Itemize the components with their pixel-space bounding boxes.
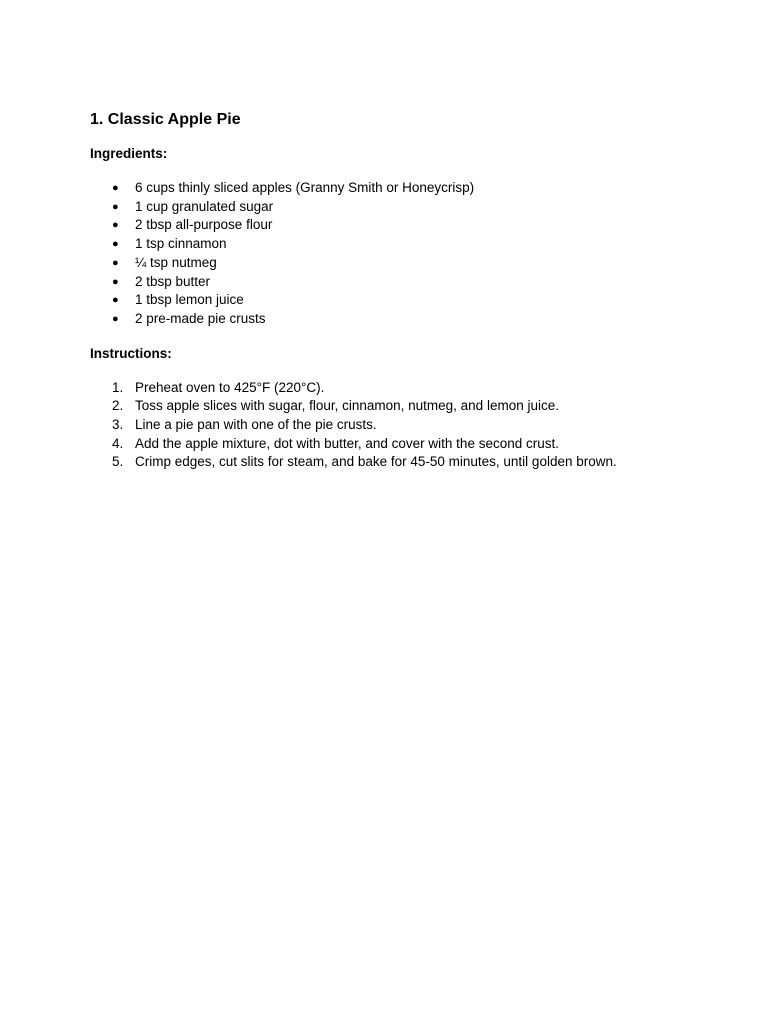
document-page — [90, 108, 730, 472]
step-text: Toss apple slices with sugar, flour, cinnamon, nutmeg, and lemon juice. — [135, 398, 559, 414]
bullet-icon: ● — [112, 294, 119, 307]
step-number: 2. — [112, 398, 124, 414]
ingredient-text: 1 cup granulated sugar — [135, 198, 274, 214]
bullet-icon: ● — [112, 200, 119, 213]
step-text: Crimp edges, cut slits for steam, and bake for 45-50 minutes, until golden brown. — [135, 454, 617, 470]
ingredient-item — [90, 198, 730, 217]
bullet-icon: ● — [112, 182, 119, 194]
bullet-icon: ● — [112, 256, 119, 269]
ingredient-text: 2 tbsp butter — [135, 273, 211, 289]
step-text: Line a pie pan with one of the pie crusts. — [135, 417, 377, 433]
instruction-step — [90, 379, 730, 398]
instruction-step — [90, 453, 730, 472]
ingredient-text: ¼ tsp nutmeg — [135, 254, 217, 270]
recipe-title: 1. Classic Apple Pie — [90, 111, 241, 128]
step-number: 4. — [112, 435, 124, 451]
ingredient-item — [90, 216, 730, 235]
bullet-icon: ● — [112, 219, 119, 232]
instruction-step — [90, 435, 730, 454]
bullet-icon: ● — [112, 238, 119, 251]
ingredient-item — [90, 179, 730, 198]
step-number: 5. — [112, 454, 124, 470]
step-number: 1. — [112, 379, 124, 395]
instruction-step — [90, 416, 730, 435]
ingredient-item — [90, 235, 730, 254]
step-number: 3. — [112, 417, 124, 433]
ingredients-heading: Ingredients: — [90, 146, 168, 161]
ingredient-text: 6 cups thinly sliced apples (Granny Smith or Honeycrisp) — [135, 180, 475, 195]
bullet-icon: ● — [112, 275, 119, 288]
ingredient-item — [90, 254, 730, 273]
ingredient-item — [90, 310, 730, 329]
ingredient-item — [90, 291, 730, 310]
ingredient-text: 2 tbsp all-purpose flour — [135, 217, 273, 233]
ingredient-text: 1 tbsp lemon juice — [135, 292, 244, 308]
ingredient-item — [90, 273, 730, 292]
ingredients-list — [90, 179, 730, 329]
instruction-step — [90, 397, 730, 416]
ingredient-text: 2 pre-made pie crusts — [135, 310, 266, 326]
instructions-heading: Instructions: — [90, 345, 172, 361]
bullet-icon: ● — [112, 312, 119, 325]
ingredient-text: 1 tsp cinnamon — [135, 236, 227, 252]
instructions-list — [90, 379, 730, 473]
step-text: Add the apple mixture, dot with butter, and cover with the second crust. — [135, 435, 559, 451]
step-text: Preheat oven to 425°F (220°C). — [135, 379, 325, 395]
